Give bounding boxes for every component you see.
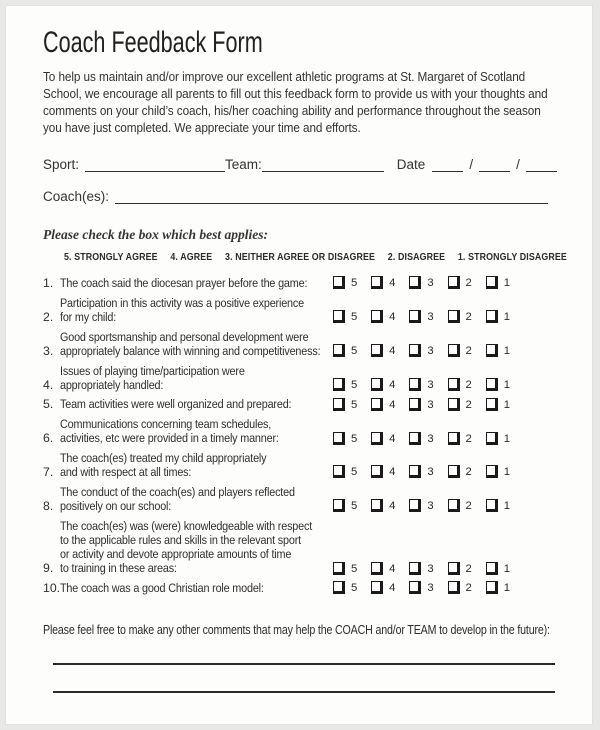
- question-row: [43, 296, 548, 324]
- rating-option: [448, 398, 472, 411]
- scale-item: 1. STRONGLY DISAGREE: [457, 252, 567, 263]
- question-text-line: Communications concerning team schedules,: [60, 417, 272, 432]
- checkbox-icon[interactable]: [448, 378, 460, 391]
- checkbox-icon[interactable]: [448, 276, 460, 289]
- rating-option: [333, 276, 357, 289]
- question-row: [43, 581, 548, 595]
- rating-number: 5: [351, 432, 358, 445]
- question-text: [60, 364, 300, 392]
- coaches-label: Coach(es):: [43, 189, 110, 204]
- rating-options: [333, 310, 510, 323]
- rating-number: 5: [351, 345, 358, 358]
- rating-option: [486, 499, 510, 512]
- rating-option: [448, 432, 472, 445]
- checkbox-icon[interactable]: [333, 499, 345, 512]
- question-text-line: The coach was a good Christian role model:: [60, 581, 264, 596]
- scale-item: 4. AGREE: [170, 252, 213, 263]
- rating-option: [333, 344, 357, 357]
- rating-option: [486, 432, 510, 445]
- question-text-line: and with respect at all times:: [60, 465, 192, 480]
- rating-number: 5: [351, 466, 358, 479]
- rating-number: 3: [427, 378, 434, 391]
- checkbox-icon[interactable]: [448, 432, 460, 445]
- rating-number: 3: [427, 432, 434, 445]
- question-text: [60, 485, 300, 513]
- checkbox-icon[interactable]: [333, 432, 345, 445]
- rating-option: [409, 581, 433, 594]
- rating-option: [371, 499, 395, 512]
- rating-option: [371, 378, 395, 391]
- question-text: [60, 397, 300, 411]
- checkbox-icon[interactable]: [371, 310, 383, 323]
- rating-option: [409, 310, 433, 323]
- rating-option: [448, 276, 472, 289]
- date-label: Date: [396, 157, 426, 172]
- rating-option: [409, 276, 433, 289]
- rating-number: 1: [503, 277, 510, 290]
- question-number: 8.: [43, 499, 54, 514]
- checkbox-icon[interactable]: [486, 465, 498, 478]
- scale-item: 5. STRONGLY AGREE: [64, 252, 158, 263]
- checkbox-icon[interactable]: [409, 398, 421, 411]
- rating-number: 3: [427, 466, 434, 479]
- rating-number: 4: [389, 562, 396, 575]
- rating-number: 4: [389, 582, 396, 595]
- checkbox-icon[interactable]: [333, 465, 345, 478]
- rating-number: 5: [351, 582, 358, 595]
- rating-option: [448, 378, 472, 391]
- question-row: [43, 276, 548, 290]
- rating-number: 2: [465, 311, 472, 324]
- question-text-line: Team activities were well organized and prepared:: [60, 397, 292, 412]
- rating-number: 1: [503, 582, 510, 595]
- question-row: [43, 397, 548, 411]
- question-row: [43, 519, 548, 576]
- rating-option: [333, 499, 357, 512]
- rating-number: 2: [465, 398, 472, 411]
- rating-number: 1: [503, 432, 510, 445]
- checkbox-icon[interactable]: [409, 276, 421, 289]
- question-row: [43, 417, 548, 445]
- rating-options: [333, 378, 510, 391]
- checkbox-icon[interactable]: [409, 581, 421, 594]
- rating-option: [333, 378, 357, 391]
- checkbox-icon[interactable]: [448, 465, 460, 478]
- rating-number: 1: [503, 466, 510, 479]
- rating-option: [371, 276, 395, 289]
- checkbox-icon[interactable]: [333, 310, 345, 323]
- rating-number: 3: [427, 582, 434, 595]
- rating-number: 2: [465, 345, 472, 358]
- rating-option: [448, 465, 472, 478]
- rating-number: 3: [427, 500, 434, 513]
- checkbox-icon[interactable]: [371, 398, 383, 411]
- checkbox-icon[interactable]: [371, 499, 383, 512]
- rating-option: [486, 562, 510, 575]
- rating-option: [333, 398, 357, 411]
- page-title: Coach Feedback Form: [43, 26, 263, 59]
- scale-item: 2. DISAGREE: [387, 252, 446, 263]
- checkbox-icon[interactable]: [486, 398, 498, 411]
- checkbox-icon[interactable]: [486, 378, 498, 391]
- checkbox-icon[interactable]: [371, 432, 383, 445]
- checkbox-icon[interactable]: [371, 344, 383, 357]
- question-number: 9.: [43, 561, 54, 576]
- question-text-line: activities, etc were provided in a timely manner:: [60, 431, 279, 446]
- checkbox-icon[interactable]: [486, 499, 498, 512]
- checkbox-icon[interactable]: [448, 581, 460, 594]
- rating-options: [333, 581, 510, 594]
- question-text: [60, 329, 321, 358]
- checkbox-icon[interactable]: [333, 276, 345, 289]
- question-text-line: appropriately handled:: [60, 377, 164, 392]
- checkbox-icon[interactable]: [448, 562, 460, 575]
- checkbox-icon[interactable]: [371, 465, 383, 478]
- checkbox-icon[interactable]: [409, 465, 421, 478]
- rating-number: 4: [389, 466, 396, 479]
- comments-line[interactable]: [53, 691, 555, 693]
- rating-number: 5: [351, 562, 358, 575]
- question-row: [43, 485, 548, 513]
- rating-number: 3: [427, 398, 434, 411]
- rating-scale-legend: [64, 252, 567, 263]
- checkbox-icon[interactable]: [371, 378, 383, 391]
- checkbox-icon[interactable]: [448, 499, 460, 512]
- rating-number: 4: [389, 277, 396, 290]
- rating-number: 4: [389, 500, 396, 513]
- intro-paragraph: To help us maintain and/or improve our excellent athletic programs at St. Margaret of Scotland School, we encourage all parents to fill out this feedback form to provide us with your thoughts and comments on your child’s coach, his/her coaching ability and performance throughout the season you have just completed. We appreciate your time and efforts.: [43, 69, 548, 135]
- rating-number: 4: [389, 432, 396, 445]
- rating-number: 5: [351, 277, 358, 290]
- question-number: 10.: [43, 581, 61, 596]
- checkbox-icon[interactable]: [333, 581, 345, 594]
- rating-number: 2: [465, 562, 472, 575]
- question-number: 5.: [43, 397, 54, 412]
- question-number: 2.: [43, 309, 54, 324]
- rating-option: [333, 581, 357, 594]
- checkbox-icon[interactable]: [409, 378, 421, 391]
- checkbox-icon[interactable]: [333, 378, 345, 391]
- rating-number: 2: [465, 582, 472, 595]
- rating-option: [486, 581, 510, 594]
- rating-option: [333, 465, 357, 478]
- rating-options: [333, 398, 510, 411]
- rating-number: 5: [351, 311, 358, 324]
- question-text: [60, 451, 300, 479]
- question-text: [60, 295, 304, 324]
- rating-option: [486, 344, 510, 357]
- rating-option: [486, 465, 510, 478]
- rating-option: [371, 432, 395, 445]
- rating-option: [371, 398, 395, 411]
- rating-number: 1: [503, 345, 510, 358]
- checkbox-icon[interactable]: [486, 344, 498, 357]
- rating-number: 4: [389, 398, 396, 411]
- question-row: [43, 451, 548, 479]
- question-row: [43, 364, 548, 392]
- checkbox-icon[interactable]: [333, 344, 345, 357]
- rating-option: [409, 378, 433, 391]
- rating-number: 3: [427, 277, 434, 290]
- team-input-line[interactable]: [262, 157, 384, 172]
- checkbox-icon[interactable]: [409, 344, 421, 357]
- rating-option: [448, 344, 472, 357]
- question-text: [60, 276, 308, 290]
- rating-number: 4: [389, 345, 396, 358]
- rating-option: [333, 310, 357, 323]
- rating-option: [486, 276, 510, 289]
- rating-number: 1: [503, 398, 510, 411]
- rating-option: [371, 310, 395, 323]
- question-text-line: Participation in this activity was a positive experience: [60, 295, 304, 310]
- checkbox-icon[interactable]: [409, 432, 421, 445]
- rating-options: [333, 276, 510, 289]
- date-separator: /: [469, 157, 474, 172]
- rating-option: [371, 344, 395, 357]
- rating-option: [333, 562, 357, 575]
- rating-option: [448, 562, 472, 575]
- scale-item: 3. NEITHER AGREE OR DISAGREE: [225, 252, 376, 263]
- sport-label: Sport:: [43, 157, 80, 172]
- rating-options: [333, 465, 510, 478]
- rating-option: [409, 465, 433, 478]
- checkbox-icon[interactable]: [448, 398, 460, 411]
- checkbox-icon[interactable]: [409, 310, 421, 323]
- rating-number: 5: [351, 500, 358, 513]
- date-day-line[interactable]: [479, 157, 510, 172]
- date-month-line[interactable]: [432, 157, 463, 172]
- rating-number: 2: [465, 466, 472, 479]
- rating-number: 5: [351, 378, 358, 391]
- question-text-line: to training in these areas:: [60, 561, 177, 576]
- question-text: [60, 581, 300, 595]
- check-instructions: Please check the box which best applies:: [43, 227, 268, 242]
- rating-option: [371, 581, 395, 594]
- question-text-line: positively on our school:: [60, 499, 172, 514]
- question-number: 1.: [43, 276, 54, 290]
- question-number: 7.: [43, 465, 54, 480]
- checkbox-icon[interactable]: [333, 398, 345, 411]
- question-text-line: for my child:: [60, 309, 117, 324]
- rating-number: 1: [503, 562, 510, 575]
- sport-input-line[interactable]: [85, 157, 225, 172]
- checkbox-icon[interactable]: [486, 276, 498, 289]
- question-text-line: Good sportsmanship and personal development were: [60, 329, 309, 344]
- rating-number: 3: [427, 562, 434, 575]
- comments-prompt: Please feel free to make any other comments that may help the COACH and/or TEAM to develop in the future):: [43, 622, 550, 638]
- rating-number: 5: [351, 398, 358, 411]
- rating-option: [486, 378, 510, 391]
- question-number: 4.: [43, 377, 54, 392]
- rating-number: 2: [465, 432, 472, 445]
- rating-number: 1: [503, 378, 510, 391]
- checkbox-icon[interactable]: [486, 562, 498, 575]
- rating-number: 2: [465, 277, 472, 290]
- question-text-line: to the applicable rules and skills in the relevant sport: [60, 533, 301, 548]
- question-text: [60, 417, 300, 445]
- question-row: [43, 330, 548, 358]
- rating-option: [371, 562, 395, 575]
- rating-options: [333, 344, 510, 357]
- coaches-row: [43, 189, 548, 204]
- form-page: [5, 5, 593, 725]
- checkbox-icon[interactable]: [409, 499, 421, 512]
- checkbox-icon[interactable]: [333, 562, 345, 575]
- rating-number: 2: [465, 500, 472, 513]
- rating-option: [333, 432, 357, 445]
- rating-option: [409, 432, 433, 445]
- checkbox-icon[interactable]: [371, 276, 383, 289]
- comments-line[interactable]: [53, 663, 555, 665]
- question-text-line: The conduct of the coach(es) and players reflected: [60, 484, 295, 499]
- rating-number: 1: [503, 311, 510, 324]
- rating-options: [333, 432, 510, 445]
- rating-option: [486, 398, 510, 411]
- rating-number: 3: [427, 345, 434, 358]
- checkbox-icon[interactable]: [448, 310, 460, 323]
- checkbox-icon[interactable]: [448, 344, 460, 357]
- checkbox-icon[interactable]: [371, 581, 383, 594]
- rating-number: 4: [389, 378, 396, 391]
- date-separator: /: [516, 157, 520, 172]
- checkbox-icon[interactable]: [486, 581, 498, 594]
- question-number: 3.: [43, 343, 54, 358]
- rating-option: [448, 499, 472, 512]
- rating-option: [409, 499, 433, 512]
- rating-options: [333, 562, 510, 575]
- question-text-line: The coach said the diocesan prayer before the game:: [60, 276, 308, 290]
- rating-number: 1: [503, 500, 510, 513]
- team-label: Team:: [225, 157, 262, 172]
- question-text-line: or activity and devote appropriate amounts of time: [60, 547, 292, 562]
- date-year-line[interactable]: [526, 157, 557, 172]
- rating-number: 3: [427, 311, 434, 324]
- rating-option: [409, 398, 433, 411]
- rating-number: 4: [389, 311, 396, 324]
- checkbox-icon[interactable]: [486, 310, 498, 323]
- checkbox-icon[interactable]: [486, 432, 498, 445]
- sport-team-date-row: [43, 157, 548, 172]
- question-number: 6.: [43, 431, 54, 446]
- checkbox-icon[interactable]: [371, 562, 383, 575]
- question-text-line: appropriately balance with winning and competitiveness:: [60, 343, 321, 358]
- rating-option: [409, 344, 433, 357]
- question-text-line: The coach(es) treated my child appropriately: [60, 451, 267, 466]
- form-content: [6, 6, 592, 693]
- question-text-line: Issues of playing time/participation were: [60, 363, 245, 378]
- question-list: [43, 276, 548, 595]
- rating-option: [371, 465, 395, 478]
- rating-number: 2: [465, 378, 472, 391]
- rating-option: [448, 310, 472, 323]
- rating-option: [486, 310, 510, 323]
- question-text-line: The coach(es) was (were) knowledgeable with respect: [60, 518, 313, 533]
- coaches-input-line[interactable]: [115, 189, 548, 204]
- checkbox-icon[interactable]: [409, 562, 421, 575]
- rating-option: [409, 562, 433, 575]
- question-text: [60, 518, 313, 576]
- rating-option: [448, 581, 472, 594]
- rating-options: [333, 499, 510, 512]
